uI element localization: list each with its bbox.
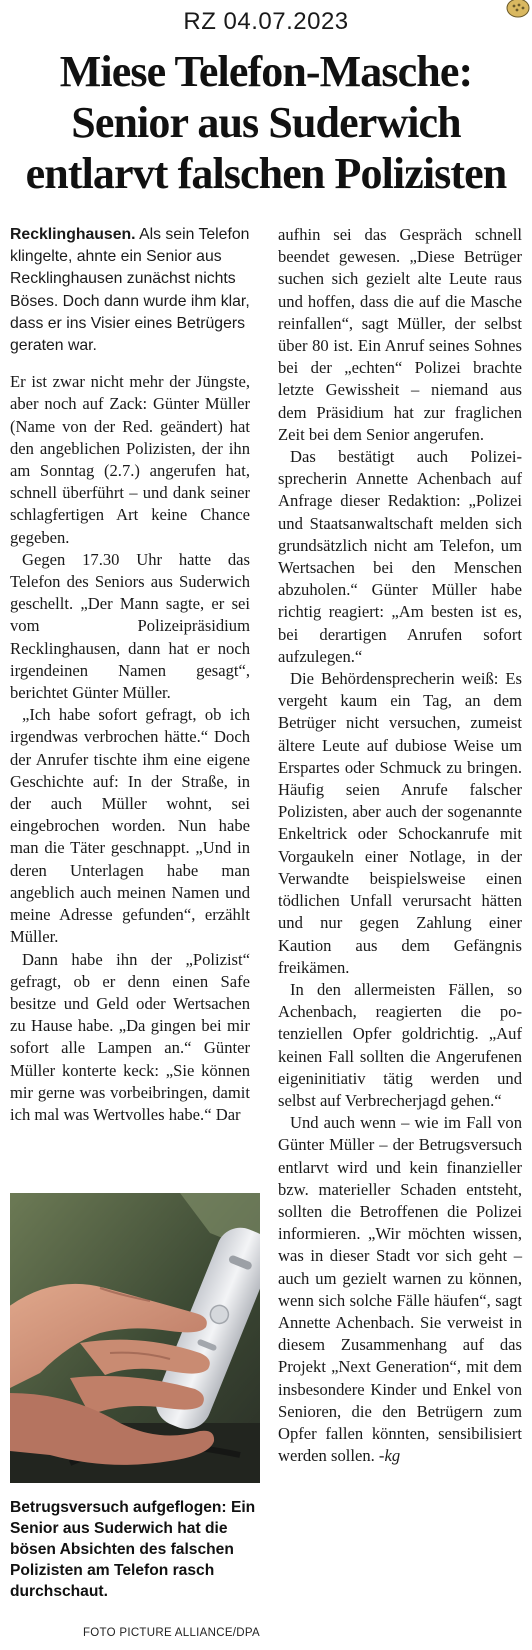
body-paragraph: Die Behördensprecherin weiß: Es vergeht kaum ein Tag, an dem Betrüger nicht versuchen, zumeist ältere Leute auf dubiose Weise um Erspartes oder Schmuck zu bringen. Häufig seien Anrufe falscher Polizisten, aber auch der sogenannte Enkeltrick oder Schockanrufe mit Vorgaukeln einer Notlage, in der Verwandte beispielsweise einen tödlichen Unfall verursacht hätten und nur gegen Zahlung einer Kaution aus dem Gefängnis freikämen. bbox=[278, 669, 522, 977]
headline: Miese Telefon-Masche: Senior aus Suderwich entlarvt falschen Polizisten bbox=[25, 47, 507, 198]
body-paragraph: Gegen 17.30 Uhr hatte das Telefon des Seniors aus Suderwich geschellt. „Der Mann sagte, er sei vom Polizeipräsidium Recklinghausen, dann hat er noch irgendeinen Namen gesagt“, berichtet Günter Müller. bbox=[10, 549, 250, 703]
body-paragraph: In den allermeisten Fällen, so Achenbach, reagierten die potenziellen Opfer goldrichtig. „Auf keinen Fall sollten die Angerufenen eigeninitiativ tätig werden und selbst auf Verbrecherjagd gehen.“ bbox=[278, 979, 522, 1110]
dateline: RZ 04.07.2023 bbox=[183, 8, 349, 35]
body-paragraph-final bbox=[278, 1112, 522, 1467]
body-paragraph: Dann habe ihn der „Polizist“ gefragt, ob er denn einen Safe besitze und Geld oder Wertsachen zu Hause habe. „Da gingen bei mir sofort alle Lampen an.“ Günter Müller konterte keck: „Sie können mir gerne was vorbeibringen, damit ich mal was Wertvolles habe.“ Dar bbox=[10, 949, 250, 1124]
article-column-right bbox=[278, 224, 522, 1467]
article-photo bbox=[10, 1193, 260, 1483]
body-paragraph: Er ist zwar nicht mehr der Jüngste, aber noch auf Zack: Günter Müller (Name von der Red. geändert) hat den angeblichen Polizisten, der ihn am Sonntag (2.7.) angerufen hat, schnell überführt – und dank seiner schlagfertigen Art keine Chance gegeben. bbox=[10, 372, 250, 547]
body-paragraph: Das bestätigt auch Polizeisprecherin Annette Achenbach auf Anfrage dieser Redaktion: „Polizei und Staatsanwaltschaft melden sich grundsätzlich nicht am Telefon, um Wertsachen bei den Menschen abzuholen.“ Günter Müller habe richtig reagiert: „Am besten ist es, bei derartigen Anrufen sofort aufzulegen.“ bbox=[278, 447, 522, 666]
body-paragraph: „Ich habe sofort gefragt, ob ich irgendwas verbrochen hätte.“ Doch der Anrufer tischte ihm eine eigene Geschichte auf: In der Straße, in der auch Müller wohnt, sei eingebrochen worden. Nun habe man die Täter geschnappt. „Und in deren Unterlagen habe man angeblich auch meinen Namen und meine Adresse gefunden“, erzählt Müller. bbox=[10, 705, 250, 947]
body-paragraph-text: Und auch wenn – wie im Fall von Günter Müller – der Betrugsversuch entlarvt wird und kein finanzieller bzw. materieller Schaden entsteht, sollten die Betroffenen die Polizei informieren. „Wir möchten wissen, was in dieser Stadt vor sich geht – auch um gezielt warnen zu können, wenn sich solche Fälle häufen“, sagt Annette Achenbach. Sie verweist in diesem Zusammenhang auf das Projekt „Next Generation“, mit dem insbesondere Kinder und Enkel von Senioren, die den Betrügern zum Opfer fallen könnten, sensibilisiert werden sollen. bbox=[278, 1113, 522, 1466]
newspaper-logo-icon bbox=[500, 0, 530, 22]
article-column-left bbox=[10, 224, 250, 1126]
photo-credit: FOTO PICTURE ALLIANCE/DPA bbox=[82, 1627, 260, 1639]
lead-text: Als sein Telefon klingelte, ahnte ein Senior aus Recklinghausen zunächst nichts Böses. Doch dann wurde ihm klar, dass er ins Visier eines Betrügers geraten war. bbox=[10, 226, 250, 355]
hands-holding-phone-image bbox=[10, 1193, 260, 1483]
lead-paragraph bbox=[10, 224, 250, 357]
lead-place: Recklinghausen. bbox=[10, 226, 136, 243]
photo-caption: Betrugsversuch aufgeflogen: Ein Senior aus Suderwich hat die bösen Absichten des falschen Polizisten am Telefon rasch durchschaut. bbox=[10, 1499, 256, 1600]
author-signature: -kg bbox=[378, 1446, 401, 1466]
body-paragraph: aufhin sei das Gespräch schnell beendet gewesen. „Diese Betrüger suchen sich gezielt alte Leute raus und hoffen, dass die auf die Masche reinfallen“, sagt Müller, der selbst über 80 ist. Ein Anruf seines Sohnes bei der „echten“ Polizei brachte letzte Gewissheit – niemand aus dem Präsidium hat zur fraglichen Zeit bei dem Senior angerufen. bbox=[278, 225, 522, 444]
